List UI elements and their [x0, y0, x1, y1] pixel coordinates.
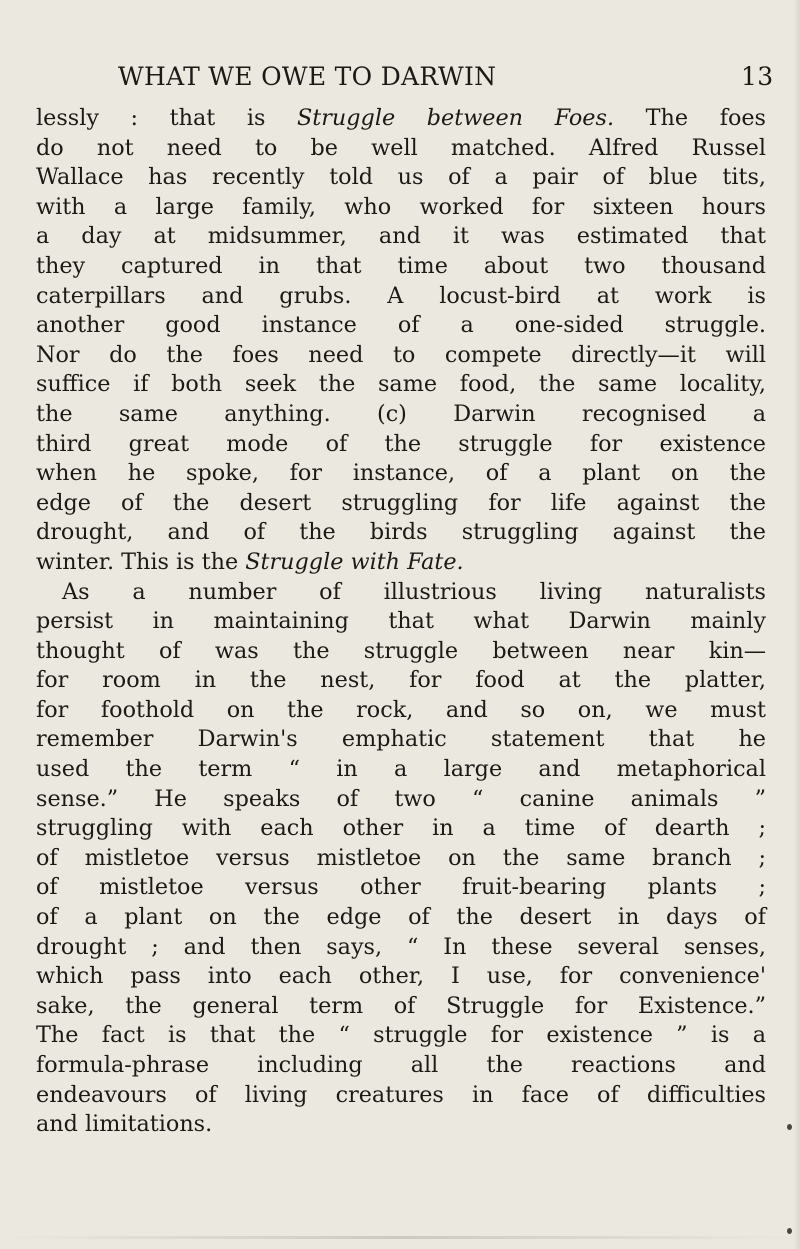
text-line — [36, 1110, 766, 1140]
text-run: a day at midsummer, and it was estimated that — [36, 223, 766, 250]
text-line — [36, 933, 766, 963]
text-line — [36, 962, 766, 992]
text-line — [36, 785, 766, 815]
text-line — [36, 222, 766, 252]
italic-phrase: Struggle between Foes. — [297, 105, 615, 131]
text-run: with a large family, who worked for sixteen hours — [36, 193, 766, 220]
text-line — [36, 1021, 766, 1051]
text-run: remember Darwin's emphatic statement that he — [36, 726, 766, 753]
text-line — [36, 992, 766, 1022]
text-line — [36, 844, 766, 874]
text-run: caterpillars and grubs. A locust-bird at work is — [36, 282, 766, 309]
text-line — [36, 341, 766, 371]
text-run: do not need to be well matched. Alfred Russel — [36, 134, 766, 161]
text-run: third great mode of the struggle for existence — [36, 430, 766, 457]
text-run: sake, the general term of Struggle for Existence.” — [36, 992, 766, 1019]
text-line — [36, 104, 766, 134]
text-line — [36, 548, 766, 578]
text-line — [36, 903, 766, 933]
text-line — [36, 370, 766, 400]
text-line — [36, 430, 766, 460]
page-number: 13 — [741, 62, 774, 91]
text-line — [36, 163, 766, 193]
text-line — [36, 755, 766, 785]
text-run: which pass into each other, I use, for convenience' — [36, 963, 766, 990]
text-line — [36, 637, 766, 667]
text-line — [36, 400, 766, 430]
page-bottom-smudge — [0, 1236, 800, 1239]
text-line — [36, 134, 766, 164]
text-run: As a number of illustrious living naturalists — [62, 578, 766, 605]
text-line — [36, 696, 766, 726]
text-line — [36, 282, 766, 312]
text-run: they captured in that time about two thousand — [36, 252, 766, 279]
text-run: and limitations. — [36, 1111, 213, 1138]
text-line — [36, 666, 766, 696]
text-run: The foes — [614, 105, 767, 131]
text-run: formula-phrase including all the reactions and — [36, 1052, 766, 1078]
text-run: Wallace has recently told us of a pair of blue tits, — [36, 164, 766, 191]
italic-phrase: Struggle with Fate. — [245, 548, 464, 575]
text-run: of a plant on the edge of the desert in days of — [36, 904, 766, 931]
text-line — [36, 489, 766, 519]
text-line — [36, 518, 766, 548]
text-line — [36, 1051, 766, 1081]
text-run: drought ; and then says, “ In these several senses, — [36, 933, 766, 960]
text-run: endeavours of living creatures in face of difficulties — [36, 1081, 766, 1108]
running-head — [0, 62, 800, 96]
text-run: sense.” He speaks of two “ canine animals ” — [36, 785, 766, 812]
text-run: struggling with each other in a time of dearth ; — [36, 815, 766, 842]
page-edge-shadow — [794, 0, 800, 1249]
text-line — [36, 252, 766, 282]
text-line — [36, 311, 766, 341]
text-run: The fact is that the “ struggle for existence ” is a — [36, 1022, 766, 1049]
text-run: drought, and of the birds struggling against the — [36, 519, 766, 546]
margin-speck — [787, 1228, 792, 1234]
text-run: used the term “ in a large and metaphorical — [36, 756, 766, 783]
text-line — [36, 193, 766, 223]
text-line — [36, 873, 766, 903]
text-run: lessly : that is — [36, 105, 298, 131]
text-line — [36, 578, 766, 608]
body-text — [36, 104, 766, 1140]
text-line — [36, 607, 766, 637]
text-run: persist in maintaining that what Darwin mainly — [36, 608, 766, 635]
text-line — [36, 814, 766, 844]
text-line — [36, 1081, 766, 1111]
text-line — [36, 725, 766, 755]
text-run: for room in the nest, for food at the platter, — [36, 667, 766, 694]
text-run: edge of the desert struggling for life against the — [36, 489, 766, 516]
text-run: of mistletoe versus other fruit-bearing plants ; — [36, 874, 766, 901]
text-line — [36, 459, 766, 489]
text-run: the same anything. (c) Darwin recognised a — [36, 400, 766, 427]
text-run: thought of was the struggle between near kin— — [36, 637, 766, 664]
text-run: of mistletoe versus mistletoe on the same branch ; — [36, 844, 766, 871]
text-run: winter. This is the — [36, 548, 246, 575]
running-title: WHAT WE OWE TO DARWIN — [118, 62, 497, 91]
margin-speck — [787, 1124, 792, 1130]
text-run: when he spoke, for instance, of a plant on the — [36, 460, 766, 487]
text-run: suffice if both seek the same food, the same locality, — [36, 371, 766, 398]
text-run: Nor do the foes need to compete directly—it will — [36, 341, 766, 368]
text-run: for foothold on the rock, and so on, we must — [36, 696, 766, 723]
text-run: another good instance of a one-sided struggle. — [36, 312, 766, 339]
